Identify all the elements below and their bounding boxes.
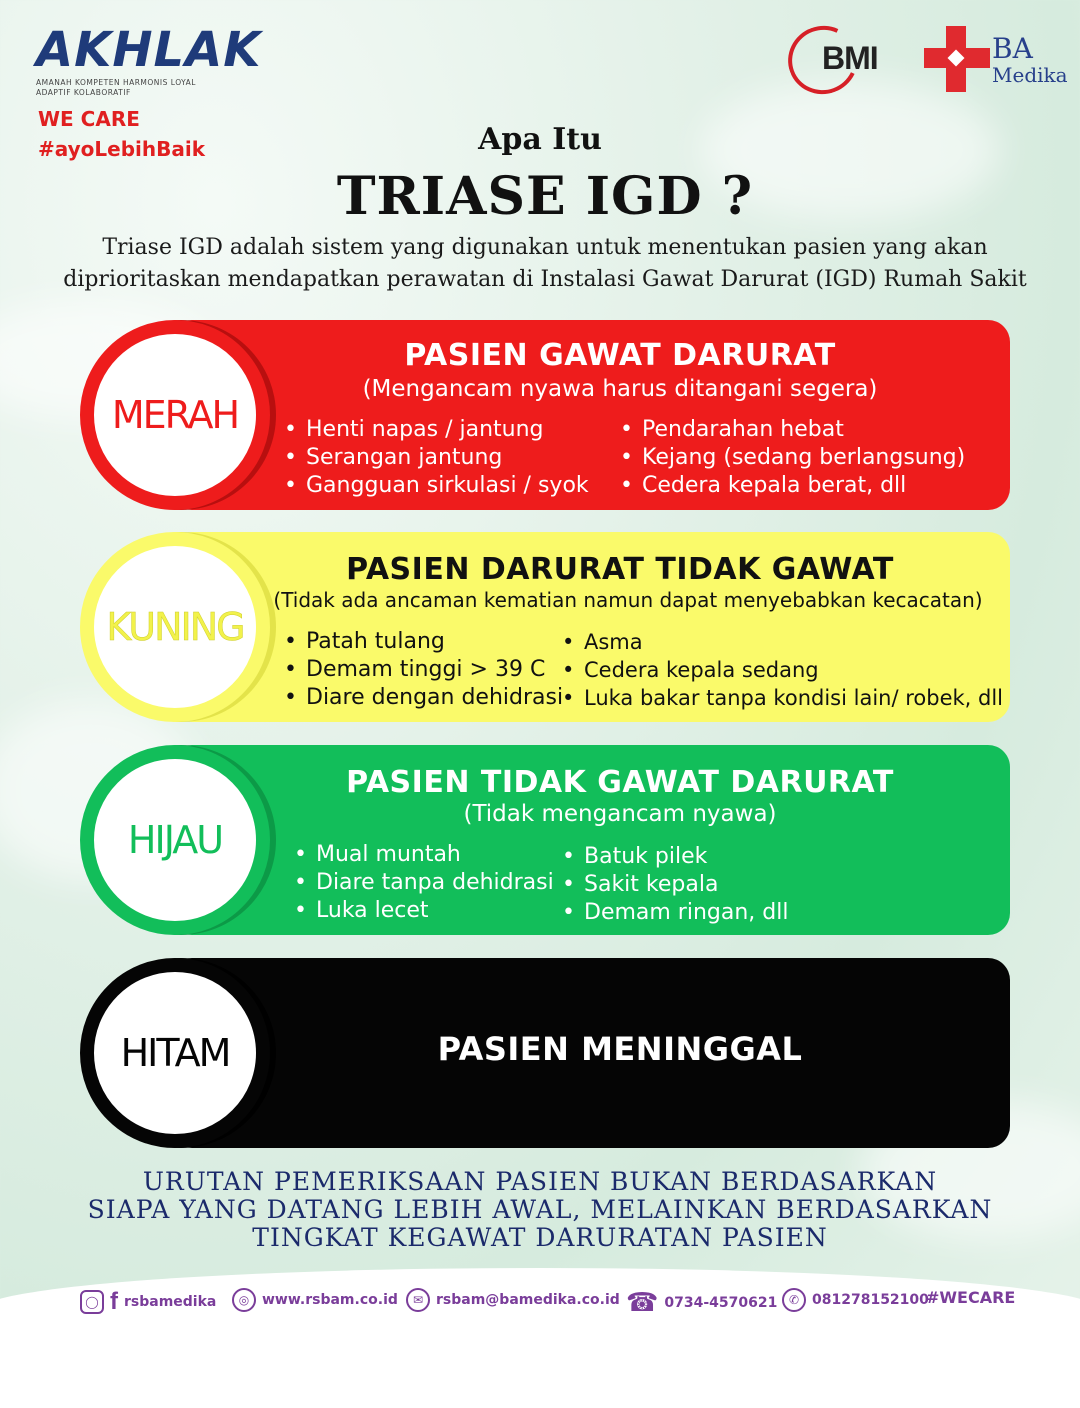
list-item: • Luka lecet	[292, 897, 554, 925]
globe-icon: ◎	[232, 1288, 256, 1312]
list-item: • Demam tinggi > 39 C	[282, 656, 563, 684]
list-item: • Diare tanpa dehidrasi	[292, 869, 554, 897]
hashtag-ayolebihbaik: #ayoLebihBaik	[38, 137, 206, 161]
social-contact[interactable]	[80, 1288, 216, 1316]
triage-heading-hijau: PASIEN TIDAK GAWAT DARURAT	[346, 765, 894, 800]
triage-label-kuning: KUNING	[106, 605, 244, 649]
list-item: • Kejang (sedang berlangsung)	[618, 444, 965, 472]
triage-card-hijau	[80, 745, 1010, 935]
social-handle: rsbamedika	[124, 1294, 217, 1310]
akhlak-logo	[36, 22, 262, 98]
triage-subheading-merah: (Mengancam nyawa harus ditangani segera)	[362, 376, 878, 402]
phone-icon: ☎	[626, 1288, 659, 1318]
akhlak-tagline: AMANAH KOMPETEN HARMONIS LOYAL ADAPTIF KOLABORATIF	[36, 78, 196, 97]
list-item: • Cedera kepala sedang	[560, 656, 1003, 684]
closing-line-1: URUTAN PEMERIKSAAN PASIEN BUKAN BERDASARKAN	[142, 1167, 938, 1196]
triage-heading-kuning: PASIEN DARURAT TIDAK GAWAT	[346, 552, 894, 587]
triage-subheading-kuning: (Tidak ada ancaman kematian namun dapat menyebabkan kecacatan)	[273, 588, 983, 612]
list-item: • Sakit kepala	[560, 871, 788, 899]
symptom-list-left-hijau	[292, 841, 554, 925]
list-item: • Diare dengan dehidrasi	[282, 684, 563, 712]
list-item: • Cedera kepala berat, dll	[618, 472, 965, 500]
triage-label-hitam: HITAM	[120, 1031, 230, 1075]
facebook-icon: f	[110, 1288, 118, 1315]
bmi-logo-text: BMI	[822, 40, 878, 76]
triage-label-hijau: HIJAU	[127, 818, 223, 862]
triage-card-hitam	[80, 958, 1010, 1148]
closing-line-2: SIAPA YANG DATANG LEBIH AWAL, MELAINKAN BERDASARKAN	[87, 1195, 993, 1224]
list-item: • Luka bakar tanpa kondisi lain/ robek, dll	[560, 684, 1003, 712]
contact-bar	[80, 1288, 1020, 1318]
triage-label-merah: MERAH	[111, 393, 239, 437]
medika-logo-text: Medika	[992, 63, 1068, 87]
intro-description	[0, 232, 1080, 296]
list-item: • Serangan jantung	[282, 444, 589, 472]
triage-disc-red	[80, 320, 270, 510]
phone-text: 0734-4570621	[664, 1295, 778, 1311]
whatsapp-link[interactable]	[782, 1288, 929, 1312]
medical-cross-icon	[924, 26, 990, 92]
symptom-list-left-merah	[282, 416, 589, 500]
website-text: www.rsbam.co.id	[262, 1292, 398, 1308]
triage-subheading-hijau: (Tidak mengancam nyawa)	[463, 801, 777, 827]
intro-line-1: Triase IGD adalah sistem yang digunakan untuk menentukan pasien yang akan	[102, 235, 988, 260]
pre-title: Apa Itu	[478, 122, 602, 157]
phone-link[interactable]	[626, 1288, 777, 1318]
we-care-tag: WE CARE	[38, 107, 140, 131]
list-item: • Demam ringan, dll	[560, 899, 788, 927]
list-item: • Henti napas / jantung	[282, 416, 589, 444]
list-item: • Gangguan sirkulasi / syok	[282, 472, 589, 500]
list-item: • Pendarahan hebat	[618, 416, 965, 444]
hashtag-wecare: #WECARE	[926, 1288, 1016, 1307]
symptom-list-left-kuning	[282, 628, 563, 712]
triage-disc-black	[80, 958, 270, 1148]
intro-line-2: diprioritaskan mendapatkan perawatan di Instalasi Gawat Darurat (IGD) Rumah Sakit	[63, 267, 1027, 292]
triage-heading-hitam: PASIEN MENINGGAL	[437, 1030, 803, 1068]
symptom-list-right-merah	[618, 416, 965, 500]
whatsapp-icon: ✆	[782, 1288, 806, 1312]
symptom-list-right-kuning	[560, 628, 1003, 712]
ba-medika-logo	[924, 22, 1068, 96]
instagram-icon: ◯	[80, 1290, 104, 1314]
list-item: • Batuk pilek	[560, 843, 788, 871]
email-text: rsbam@bamedika.co.id	[436, 1292, 620, 1308]
list-item: • Mual muntah	[292, 841, 554, 869]
triage-heading-merah: PASIEN GAWAT DARURAT	[404, 338, 836, 373]
list-item: • Asma	[560, 628, 1003, 656]
closing-line-3: TINGKAT KEGAWAT DARURATAN PASIEN	[252, 1223, 828, 1252]
triage-disc-yellow	[80, 532, 270, 722]
akhlak-wordmark: AKHLAK	[36, 22, 262, 78]
triage-disc-green	[80, 745, 270, 935]
email-link[interactable]	[406, 1288, 620, 1312]
triage-card-merah	[80, 320, 1010, 510]
closing-statement	[0, 1168, 1080, 1252]
symptom-list-right-hijau	[560, 843, 788, 927]
triage-card-kuning	[80, 532, 1010, 722]
mail-icon: ✉	[406, 1288, 430, 1312]
list-item: • Patah tulang	[282, 628, 563, 656]
ba-logo-text: BA	[992, 32, 1033, 65]
page-title: TRIASE IGD ?	[336, 166, 754, 227]
website-link[interactable]	[232, 1288, 398, 1312]
bmi-logo	[786, 22, 914, 92]
whatsapp-text: 081278152100	[812, 1292, 929, 1308]
